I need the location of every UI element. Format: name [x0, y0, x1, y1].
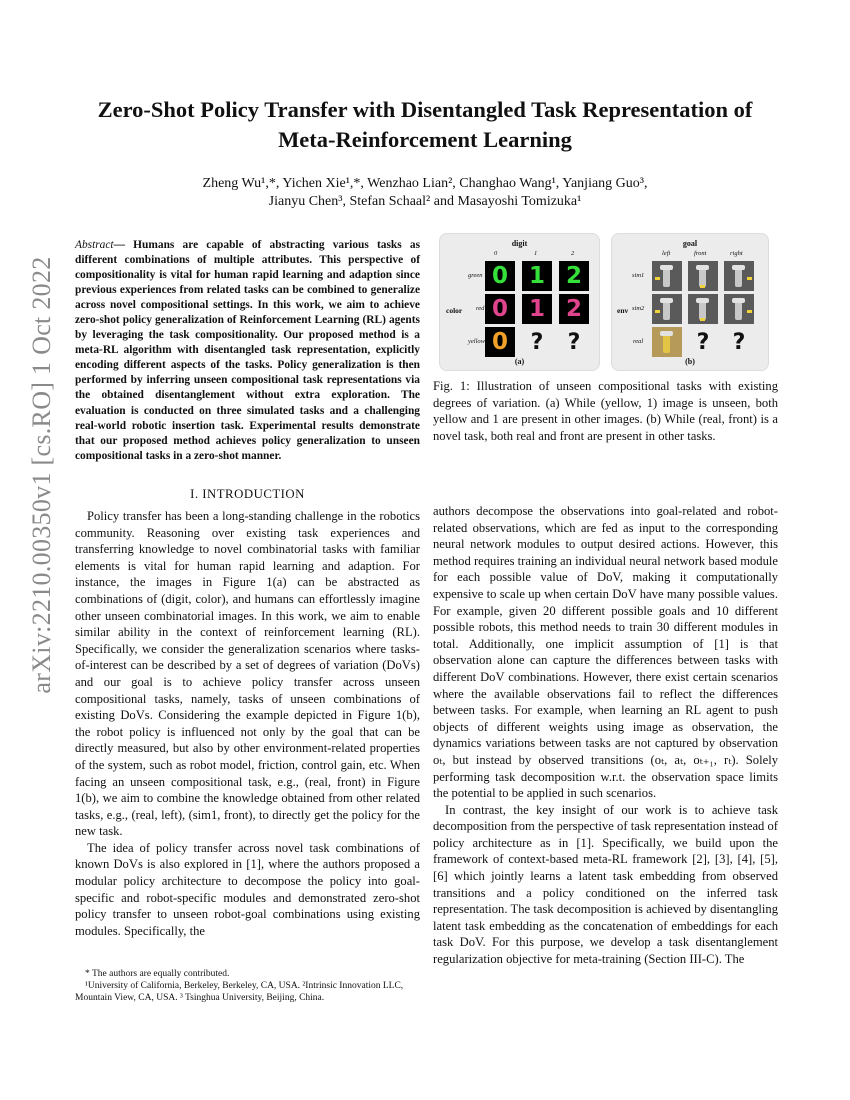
digit-image-cell: 2: [559, 294, 589, 324]
right-paragraph-1: authors decompose the observations into goal-related and robot-related observations, which are fed as input to the corresponding neural network modules to output desired actions. However, this method requires training an individual neural network based module for each possible value of DoV, making it computationally expensive to scale up when certain DoV have many possible values. For example, given 20 different possible goals and 10 different possible robots, this method needs to train 30 different modules in total. Additionally, one implicit assumption of [1] is that observation alone can capture the differences between tasks with different DoV combinations. However, there exist certain scenarios where the available observations fail to reflect the differences between tasks. For example, when learning an RL agent to push objects of different weights using image as observation, the dynamics variations between tasks are not captured by observation oₜ, but instead by observed transitions (oₜ, aₜ, oₜ₊₁, rₜ). Solely performing task decomposition w.r.t. the observation space limits the potential to be applied in such scenarios.: [433, 504, 778, 801]
figure-b-side-label: env: [617, 306, 629, 315]
figure-b-title: goal: [682, 239, 698, 248]
figure-1b: [611, 233, 769, 371]
unknown-cell: ?: [732, 329, 746, 355]
abstract-text: — Humans are capable of abstracting various tasks as different combinations of multiple attributes. This perspective of compositionality is vital for human rapid learning and adaption since previous experiences from related tasks can be combined to generalize across novel compositional settings. In this work, we aim to achieve zero-shot policy generalization of Reinforcement Learning (RL) agents by leveraging the task compositionality. Our proposed method is a meta-RL algorithm with disentangled task representation, explicitly encoding different aspects of the tasks. Policy generalization is then performed by inferring unseen compositional task representations via the obtained disentanglement without extra exploration. The evaluation is conducted on three simulated tasks and a challenging real-world robotic insertion task. Experimental results demonstrate that our proposed method achieves policy generalization to unseen compositional tasks in a zero-shot manner.: [75, 239, 420, 462]
figure-a-col-label: 2: [571, 250, 575, 257]
digit-image-cell: 1: [522, 294, 552, 324]
abstract: [75, 238, 420, 464]
figure-b-sublabel: (b): [685, 357, 695, 366]
real-robot-image-cell: [652, 327, 682, 357]
figure-1a: [439, 233, 600, 371]
digit-image-cell: 0: [485, 261, 515, 291]
arxiv-stamp: [24, 0, 60, 1100]
footnote-equal-contribution: * The authors are equally contributed.: [85, 969, 230, 979]
figure-b-row-label: sim1: [632, 272, 645, 279]
right-paragraph-2: In contrast, the key insight of our work is to achieve task decomposition from the perspective of task representation instead of policy architecture as in [1]. Specifically, we build upon the framework of context-based meta-RL framework [2], [3], [4], [5], [6] which jointly learns a latent task embedding from observed transitions and a policy conditioned on the inferred task representation. The task decomposition is achieved by disentangling latent task embedding as the concatenation of embeddings for each task DoV. For this purpose, we develop a task disentanglement regularization objective for meta-training (Section III-C). The: [433, 802, 778, 967]
arxiv-id: arXiv:2210.00350v1 [cs.RO] 1 Oct 2022: [27, 256, 56, 694]
robot-image-cell: [688, 261, 718, 291]
intro-paragraph-2: The idea of policy transfer across novel task combinations of known DoVs is also explored in [1], where the authors proposed a modular policy architecture to decompose the policy into goal-specific and robot-specific modules and demonstrated zero-shot policy transfer to unseen robot-goal combinations using existing modules. Specifically, the: [75, 840, 420, 938]
title-line-2: Meta-Reinforcement Learning: [278, 127, 572, 152]
figure-caption: Fig. 1: Illustration of unseen compositional tasks with existing degrees of variation. (a) While (yellow, 1) image is unseen, both yellow and 1 are present in other images. (b) While (real, front) is a novel task, both real and front are present in other tasks.: [433, 379, 778, 443]
digit-image-cell: 2: [559, 261, 589, 291]
intro-left-column: [75, 508, 420, 939]
figure-b-col-label: right: [730, 250, 743, 257]
paper-title: [70, 95, 780, 155]
robot-image-cell: [688, 294, 718, 324]
figure-a-row-label: yellow: [468, 338, 485, 345]
intro-right-column: [433, 503, 778, 968]
figure-a-sublabel: (a): [514, 357, 525, 366]
intro-paragraph-1: Policy transfer has been a long-standing challenge in the robotics community. Reasoning over existing task experiences and transferring knowledge to novel combinatorial tasks with familiar elements is vital for human rapid learning and adaption. For instance, the images in Figure 1(a) can be abstracted as combinations of (digit, color), and humans can effortlessly imagine other unseen combinatorial images. In this work, we aim to enable similar ability in the context of reinforcement learning (RL). Specifically, we consider the generalization scenarios where tasks-of-interest can be described by a set of degrees of variation (DoVs) and our goal is to achieve policy transfer across unseen compositional tasks, namely, tasks of unseen combinations of existing DoVs. Considering the example depicted in Figure 1(b), the robot policy is influenced not only by the goal that can be directly measured, but also by other environment-related properties of the system, such as robot model, friction, control gain, etc. When facing an unseen compositional task, e.g., (real, front) in Figure 1(b), we aim to combine the knowledge obtained from other related tasks, e.g., (real, left), (sim1, front), to directly get the policy for the new task.: [75, 509, 420, 839]
robot-image-cell: [652, 261, 682, 291]
authors-line-1: Zheng Wu¹,*, Yichen Xie¹,*, Wenzhao Lian², Changhao Wang¹, Yanjiang Guo³,: [202, 176, 648, 191]
robot-image-cell: [652, 294, 682, 324]
figure-b-row-label: real: [633, 338, 644, 345]
figure-a-row-label: red: [476, 305, 485, 312]
unknown-cell: ?: [530, 329, 544, 355]
unknown-cell: ?: [567, 329, 581, 355]
figure-b-col-label: left: [662, 250, 671, 257]
figure-a-title: digit: [511, 239, 528, 248]
author-list: [80, 175, 770, 211]
figure-b-col-label: front: [694, 250, 707, 257]
robot-image-cell: [724, 294, 754, 324]
figure-a-row-label: green: [468, 272, 483, 279]
figure-a-col-label: 1: [534, 250, 538, 257]
abstract-label: Abstract: [75, 239, 114, 251]
robot-image-cell: [724, 261, 754, 291]
figure-a-side-label: color: [446, 306, 463, 315]
footnotes: [75, 968, 420, 1004]
figure-b-row-label: sim2: [632, 305, 645, 312]
digit-image-cell: 0: [485, 294, 515, 324]
authors-line-2: Jianyu Chen³, Stefan Schaal² and Masayoshi Tomizuka¹: [268, 194, 582, 209]
unknown-cell: ?: [696, 329, 710, 355]
figure-a-col-label: 0: [494, 250, 498, 257]
title-line-1: Zero-Shot Policy Transfer with Disentangled Task Representation of: [97, 97, 753, 122]
section-heading: I. INTRODUCTION: [190, 487, 305, 501]
footnote-affiliations: ¹University of California, Berkeley, Berkeley, CA, USA. ²Intrinsic Innovation LLC, Mountain View, CA, USA. ³ Tsinghua University, Beijing, China.: [75, 981, 404, 1003]
digit-image-cell: 0: [485, 327, 515, 357]
digit-image-cell: 1: [522, 261, 552, 291]
